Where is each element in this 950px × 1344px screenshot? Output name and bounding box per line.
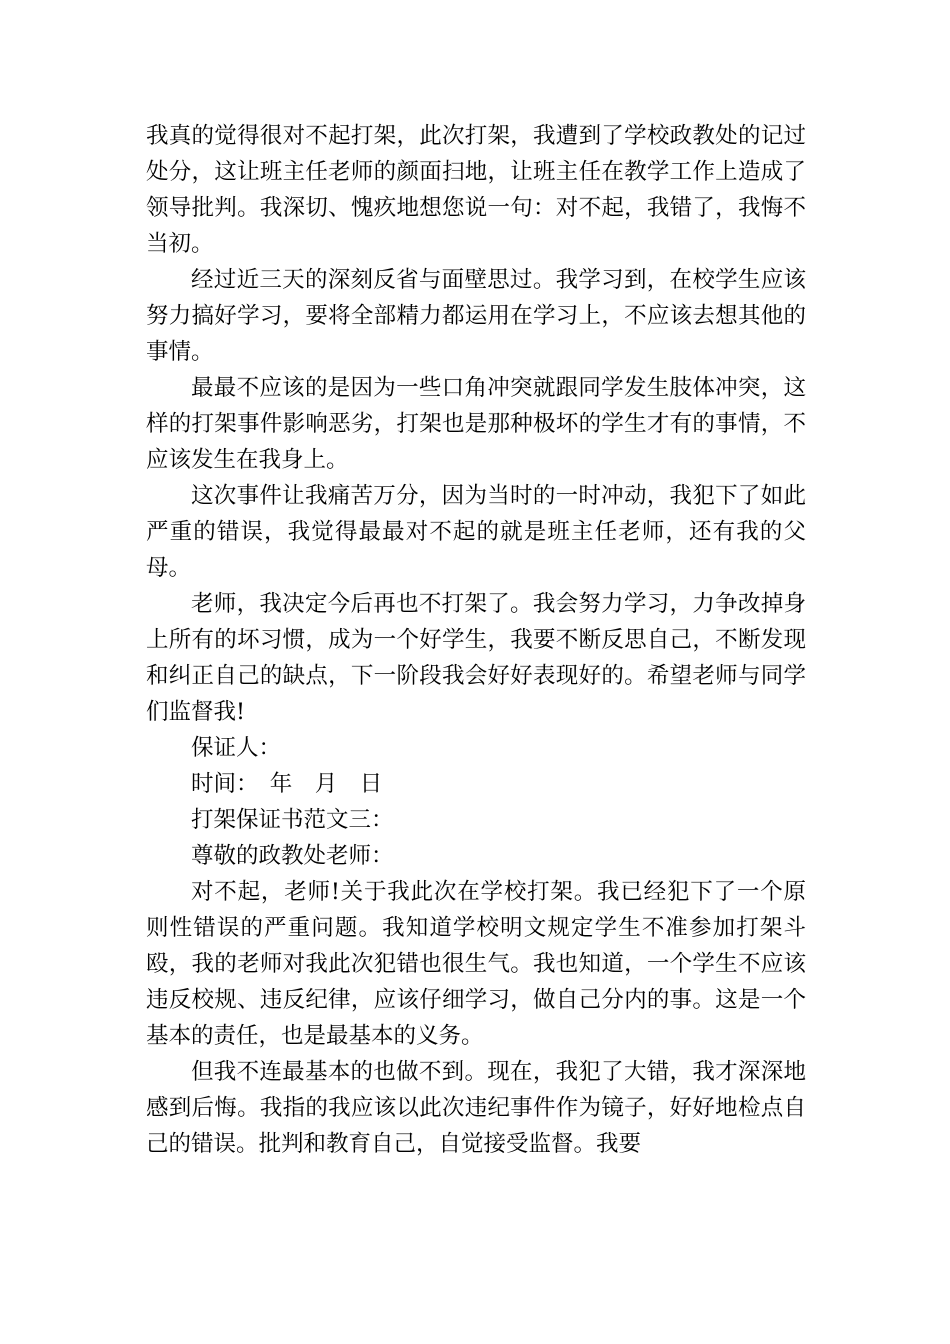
guarantor-line: 保证人：: [191, 735, 282, 761]
date-line: 时间： 年 月 日: [191, 771, 383, 797]
paragraph-promise: 老师，我决定今后再也不打架了。我会努力学习，力争改掉身上所有的坏习惯，成为一个好学生，我要不断反思自己，不断发现和纠正自己的缺点，下一阶段我会好好表现好的。希望老师与同学们监督我!: [146, 591, 806, 725]
section-heading: 打架保证书范文三：: [191, 807, 394, 833]
paragraph-sample-three-body: 对不起，老师!关于我此次在学校打架。我已经犯下了一个原则性错误的严重问题。我知道学校明文规定学生不准参加打架斗殴，我的老师对我此次犯错也很生气。我也知道，一个学生不应该违反校规、违反纪律，应该仔细学习，做自己分内的事。这是一个基本的责任，也是最基本的义务。: [146, 879, 806, 1049]
paragraph-reflection: 经过近三天的深刻反省与面壁思过。我学习到，在校学生应该努力搞好学习，要将全部精力都运用在学习上，不应该去想其他的事情。: [146, 267, 806, 365]
paragraph-conflict: 最最不应该的是因为一些口角冲突就跟同学发生肢体冲突，这样的打架事件影响恶劣，打架也是那种极坏的学生才有的事情，不应该发生在我身上。: [146, 375, 806, 473]
paragraph-regret: 这次事件让我痛苦万分，因为当时的一时冲动，我犯下了如此严重的错误，我觉得最最对不起的就是班主任老师，还有我的父母。: [146, 483, 806, 581]
salutation: 尊敬的政教处老师：: [191, 843, 394, 869]
paragraph-sample-three-continued: 但我不连最基本的也做不到。现在，我犯了大错，我才深深地感到后悔。我指的我应该以此次违纪事件作为镜子，好好地检点自己的错误。批判和教育自己，自觉接受监督。我要: [146, 1059, 806, 1157]
document-body: [146, 118, 806, 1162]
paragraph-apology-intro: 我真的觉得很对不起打架，此次打架，我遭到了学校政教处的记过处分，这让班主任老师的颜面扫地，让班主任在教学工作上造成了领导批判。我深切、愧疚地想您说一句：对不起，我错了，我悔不当初。: [146, 123, 806, 257]
